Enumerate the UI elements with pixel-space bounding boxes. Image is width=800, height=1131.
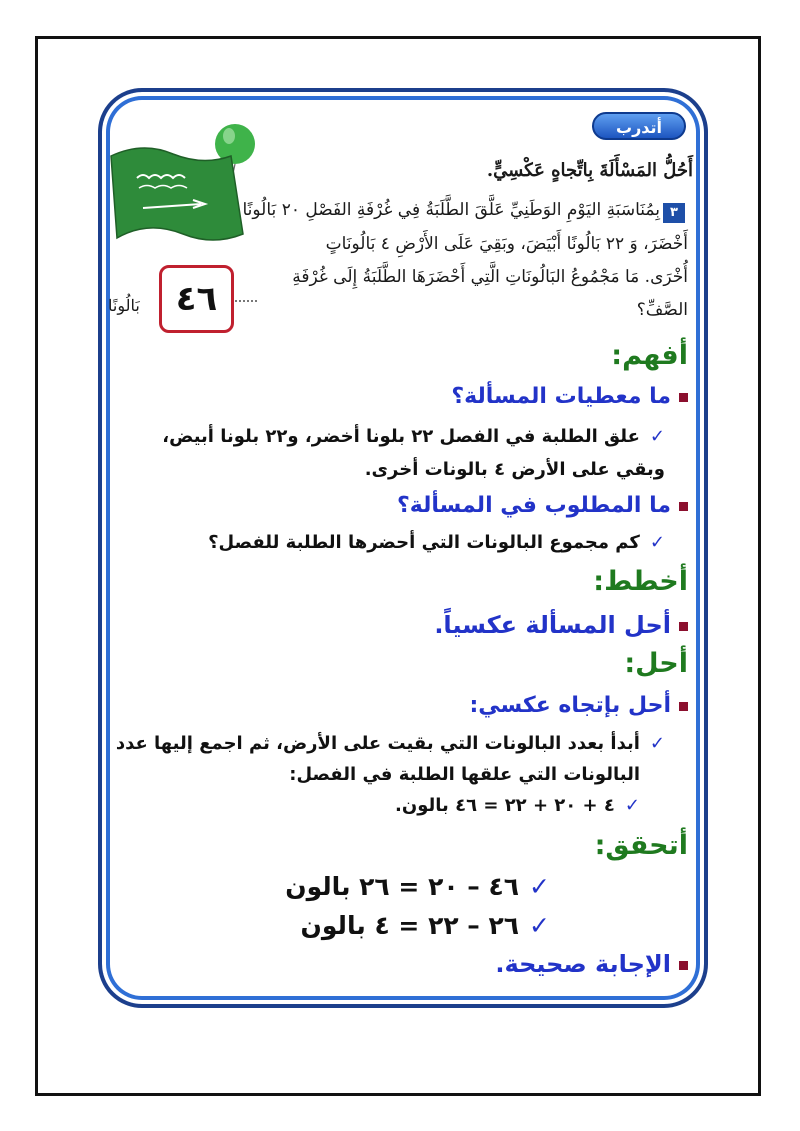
answer-required: ✓كم مجموع البالونات التي أحضرها الطلبة للفصل؟	[208, 532, 665, 553]
solve-item: أحل بإتجاه عكسي:	[469, 693, 688, 718]
bullet-icon	[679, 502, 688, 511]
problem-line-1: بِمُنَاسَبَةِ اليَوْمِ الوَطَنِيِّ عَلَّقَ الطَّلَبَةُ فِي غُرْفَةِ الفَصْلِ ٢٠ بَالُونًا	[242, 200, 660, 220]
intro-text: أَحُلُّ المَسْأَلَةَ بِاتِّجاهٍ عَكْسِيٍّ.	[486, 160, 693, 181]
check-eq1: ✓٤٦ – ٢٠ = ٢٦ بالون	[285, 872, 550, 901]
checkmark-icon: ✓	[624, 795, 640, 816]
bullet-icon	[679, 393, 688, 402]
question-required: ما المطلوب في المسألة؟	[397, 493, 688, 518]
solve-step1-line2: البالونات التي علقها الطلبة في الفصل:	[289, 764, 640, 785]
solve-step2: ✓٤ + ٢٠ + ٢٢ = ٤٦ بالون.	[395, 795, 640, 816]
balloon-icon	[215, 124, 255, 164]
solve-step1-line1: ✓أبدأ بعدد البالونات التي بقيت على الأرض، ثم اجمع إليها عدد	[115, 733, 665, 754]
answer-box: ٤٦	[159, 265, 234, 333]
bullet-icon	[679, 622, 688, 631]
practice-tag: أتدرب	[592, 112, 686, 140]
heading-solve: أحل:	[624, 648, 688, 679]
answer-givens-line1: ✓علق الطلبة في الفصل ٢٢ بلونا أخضر، و٢٢ بلونا أبيض،	[162, 426, 665, 447]
heading-understand: أفهم:	[611, 340, 688, 371]
problem-line-4: الصَّفِّ؟	[636, 300, 688, 320]
problem-line-3: أُخْرَى. مَا مَجْمُوعُ البَالُونَاتِ الَّتِي أَحْضَرَهَا الطَّلَبَةُ إِلَى غُرْفَةِ	[292, 267, 688, 287]
bullet-icon	[679, 702, 688, 711]
plan-item: أحل المسألة عكسياً.	[434, 611, 688, 639]
heading-plan: أخطط:	[593, 566, 688, 597]
bullet-icon	[679, 961, 688, 970]
problem-number: ٣	[663, 203, 685, 223]
checkmark-icon: ✓	[649, 733, 665, 754]
flag-icon	[111, 148, 243, 240]
check-result: الإجابة صحيحة.	[495, 950, 688, 978]
answer-unit: بَالُونًا	[108, 296, 140, 315]
problem-line-2: أَخْضَرَ، وَ ٢٢ بَالُونًا أَبْيَضَ، وبَقِيَ عَلَى الأَرْضِ ٤ بَالُونَاتٍ	[325, 234, 688, 254]
checkmark-icon: ✓	[529, 872, 550, 901]
saudi-flag-illustration	[103, 116, 278, 266]
checkmark-icon: ✓	[529, 911, 550, 940]
check-eq2: ✓٢٦ – ٢٢ = ٤ بالون	[300, 911, 550, 940]
question-givens: ما معطيات المسألة؟	[451, 384, 688, 409]
answer-line	[235, 300, 257, 302]
checkmark-icon: ✓	[649, 426, 665, 447]
heading-check: أتحقق:	[594, 830, 688, 861]
answer-givens-line2: وبقي على الأرض ٤ بالونات أخرى.	[364, 459, 665, 480]
checkmark-icon: ✓	[649, 532, 665, 553]
